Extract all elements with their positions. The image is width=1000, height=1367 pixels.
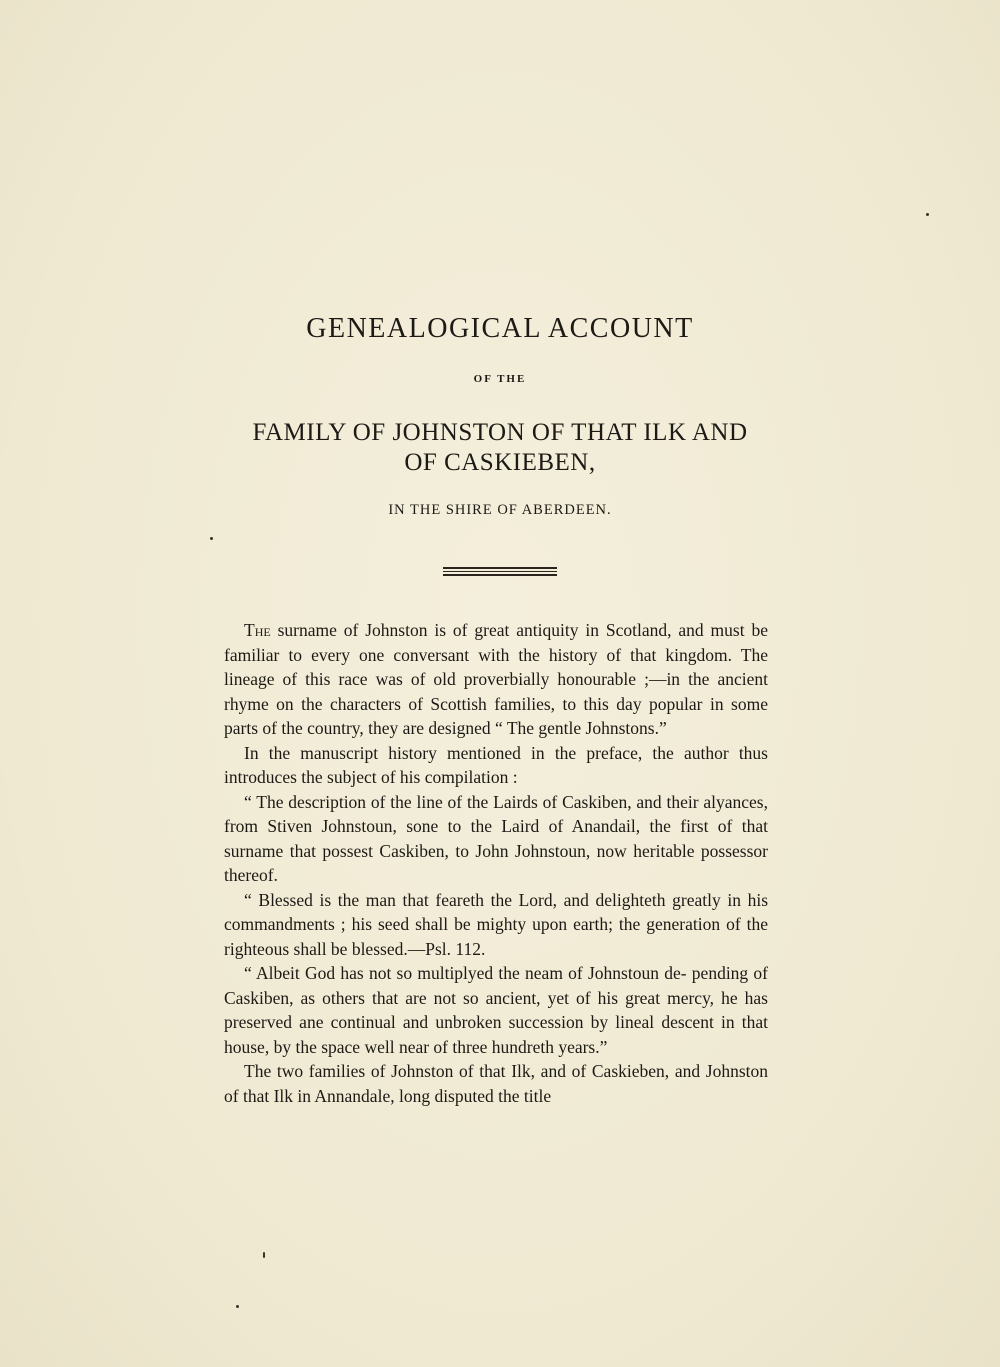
paragraph-1-text: surname of Johnston is of great antiquity in Scotland, and must be familiar to every one conversant with the history of that kingdom. The lineage of this race was of old proverbially honourable ;—in the ancient rhyme on the characters of Scottish families, to this day popular in some parts of the country, they are designed “ The gentle Johnstons.” — [224, 620, 768, 738]
title-shire: IN THE SHIRE OF ABERDEEN. — [388, 502, 612, 518]
page-title: GENEALOGICAL ACCOUNT — [306, 313, 694, 344]
title-family-line-1: FAMILY OF JOHNSTON OF THAT ILK AND — [252, 419, 748, 446]
paragraph-3: “ The description of the line of the Lairds of Caskiben, and their alyances, from Stiven Johnstoun, sone to the Laird of Anandail, the first of that surname that possest Caskiben, to John Johnstoun, now heritable possessor thereof. — [224, 791, 768, 885]
body-text — [224, 618, 768, 1108]
ornamental-rule-top — [443, 567, 557, 569]
paragraph-4: “ Blessed is the man that feareth the Lord, and delighteth greatly in his commandments ; his seed shall be mighty upon earth; the generation of the righteous shall be blessed.—Psl. 112. — [224, 889, 768, 959]
title-connector: OF THE — [473, 373, 527, 385]
paragraph-6: The two families of Johnston of that Ilk, and of Caskieben, and Johnston of that Ilk in Annandale, long disputed the title — [224, 1061, 768, 1106]
paragraph-1 — [224, 618, 768, 741]
paragraph-5: “ Albeit God has not so multiplyed the neam of Johnstoun de- pending of Caskiben, as others that are not so ancient, yet of his great mercy, he has preserved ane continual and unbroken succession by lineal descent in that house, by the space well near of three hundreth years.” — [224, 963, 768, 1057]
paper-speck — [236, 1305, 239, 1308]
paragraph-1-lead: The — [244, 620, 271, 640]
ornamental-rule-bottom — [443, 574, 557, 576]
paper-speck — [263, 1252, 265, 1258]
paper-speck — [926, 213, 929, 216]
title-family-line-2: OF CASKIEBEN, — [404, 449, 596, 476]
ornamental-rule-middle — [443, 571, 557, 572]
paragraph-2: In the manuscript history mentioned in the preface, the author thus introduces the subject of his compilation : — [224, 742, 768, 787]
paper-speck — [210, 537, 213, 540]
title-family — [0, 418, 1000, 478]
